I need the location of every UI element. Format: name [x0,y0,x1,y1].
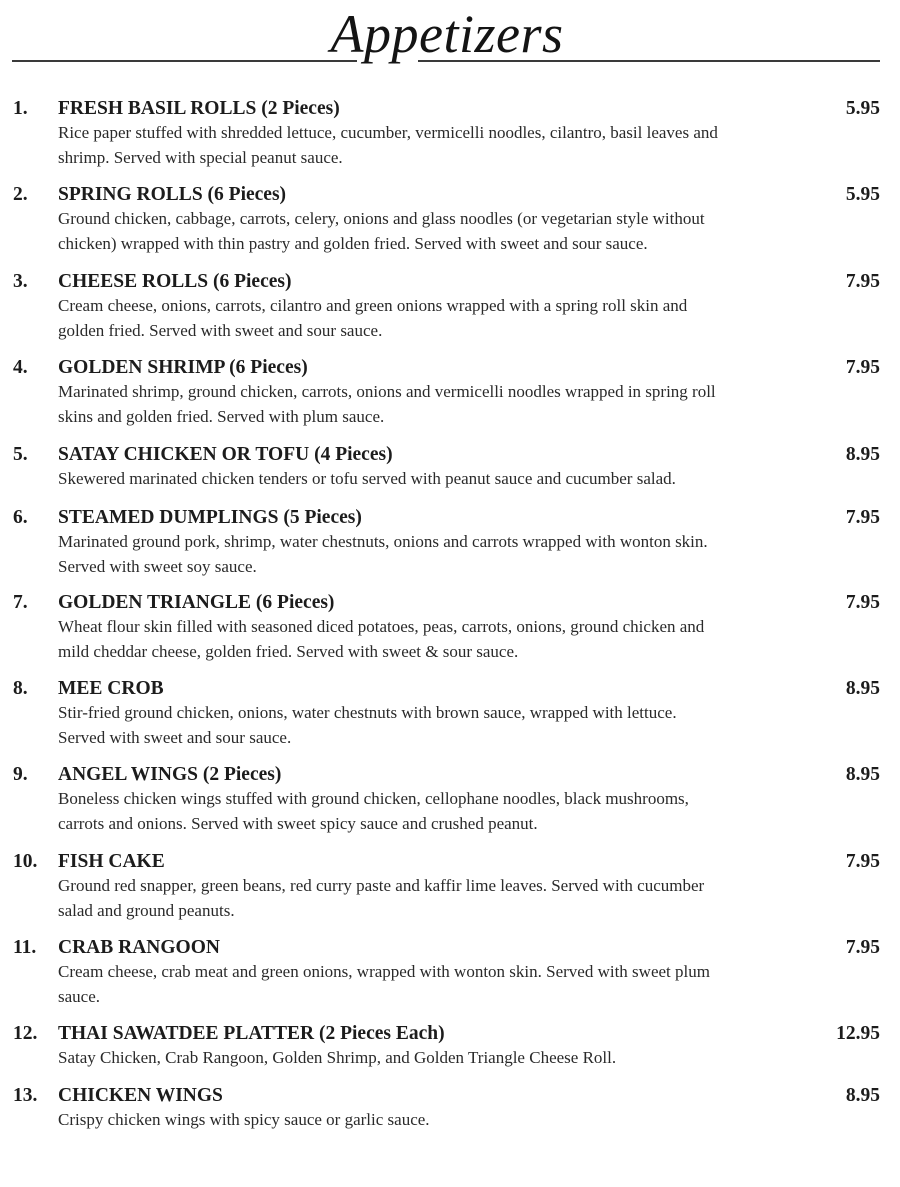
item-description: Marinated shrimp, ground chicken, carrots, onions and vermicelli noodles wrapped in spring roll skins and golden fried. Served with plum sauce. [58,382,716,426]
item-price: 5.95 [845,184,880,205]
item-description: Rice paper stuffed with shredded lettuce, cucumber, vermicelli noodles, cilantro, basil leaves and shrimp. Served with special peanut sauce. [58,123,718,167]
item-price: 8.95 [845,444,880,465]
item-number: 6. [13,507,28,528]
item-description: Boneless chicken wings stuffed with ground chicken, cellophane noodles, black mushrooms, carrots and onions. Served with sweet spicy sauce and crushed peanut. [58,789,689,833]
item-number: 12. [13,1023,38,1044]
item-number: 3. [13,271,28,292]
item-price: 8.95 [845,1085,880,1106]
item-number: 2. [13,184,28,205]
item-name: GOLDEN TRIANGLE (6 Pieces) [58,592,335,613]
menu-header [0,0,900,80]
item-name: ANGEL WINGS (2 Pieces) [58,764,282,785]
item-description: Ground red snapper, green beans, red curry paste and kaffir lime leaves. Served with cucumber salad and ground peanuts. [58,876,705,920]
item-price: 7.95 [845,851,880,872]
item-price: 7.95 [845,507,880,528]
item-price: 7.95 [845,937,880,958]
item-name: STEAMED DUMPLINGS (5 Pieces) [58,507,362,528]
item-name: SPRING ROLLS (6 Pieces) [58,184,287,205]
item-name: CHEESE ROLLS (6 Pieces) [58,271,292,292]
item-description: Crispy chicken wings with spicy sauce or garlic sauce. [58,1110,430,1129]
item-price: 7.95 [845,271,880,292]
item-name: FRESH BASIL ROLLS (2 Pieces) [58,98,340,119]
item-number: 4. [13,357,28,378]
item-name: SATAY CHICKEN OR TOFU (4 Pieces) [58,444,393,465]
item-price: 12.95 [836,1023,880,1044]
item-description: Cream cheese, onions, carrots, cilantro and green onions wrapped with a spring roll skin and golden fried. Served with sweet and sour sauce. [58,296,688,340]
item-name: CHICKEN WINGS [58,1085,223,1106]
item-description: Wheat flour skin filled with seasoned diced potatoes, peas, carrots, onions, ground chicken and mild cheddar cheese, golden fried. Served with sweet & sour sauce. [58,617,705,661]
item-number: 5. [13,444,28,465]
item-name: FISH CAKE [58,851,165,872]
item-number: 8. [13,678,28,699]
item-price: 7.95 [845,592,880,613]
item-number: 10. [13,851,38,872]
item-description: Ground chicken, cabbage, carrots, celery, onions and glass noodles (or vegetarian style without chicken) wrapped with thin pastry and golden fried. Served with sweet and sour sauce. [58,209,705,253]
item-name: MEE CROB [58,678,164,699]
item-description: Skewered marinated chicken tenders or tofu served with peanut sauce and cucumber salad. [58,469,676,488]
item-name: CRAB RANGOON [58,937,220,958]
item-description: Marinated ground pork, shrimp, water chestnuts, onions and carrots wrapped with wonton skin. Served with sweet soy sauce. [58,532,708,576]
item-number: 9. [13,764,28,785]
item-number: 11. [13,937,37,958]
item-description: Satay Chicken, Crab Rangoon, Golden Shrimp, and Golden Triangle Cheese Roll. [58,1048,617,1067]
page-title: Appetizers [330,4,564,64]
item-price: 8.95 [845,764,880,785]
item-description: Stir-fried ground chicken, onions, water chestnuts with brown sauce, wrapped with lettuce. Served with sweet and sour sauce. [58,703,677,747]
item-price: 8.95 [845,678,880,699]
item-price: 5.95 [845,98,880,119]
item-name: THAI SAWATDEE PLATTER (2 Pieces Each) [58,1023,445,1044]
item-number: 7. [13,592,28,613]
item-name: GOLDEN SHRIMP (6 Pieces) [58,357,308,378]
item-number: 13. [13,1085,38,1106]
item-price: 7.95 [845,357,880,378]
item-description: Cream cheese, crab meat and green onions, wrapped with wonton skin. Served with sweet plum sauce. [58,962,710,1006]
item-number: 1. [13,98,28,119]
